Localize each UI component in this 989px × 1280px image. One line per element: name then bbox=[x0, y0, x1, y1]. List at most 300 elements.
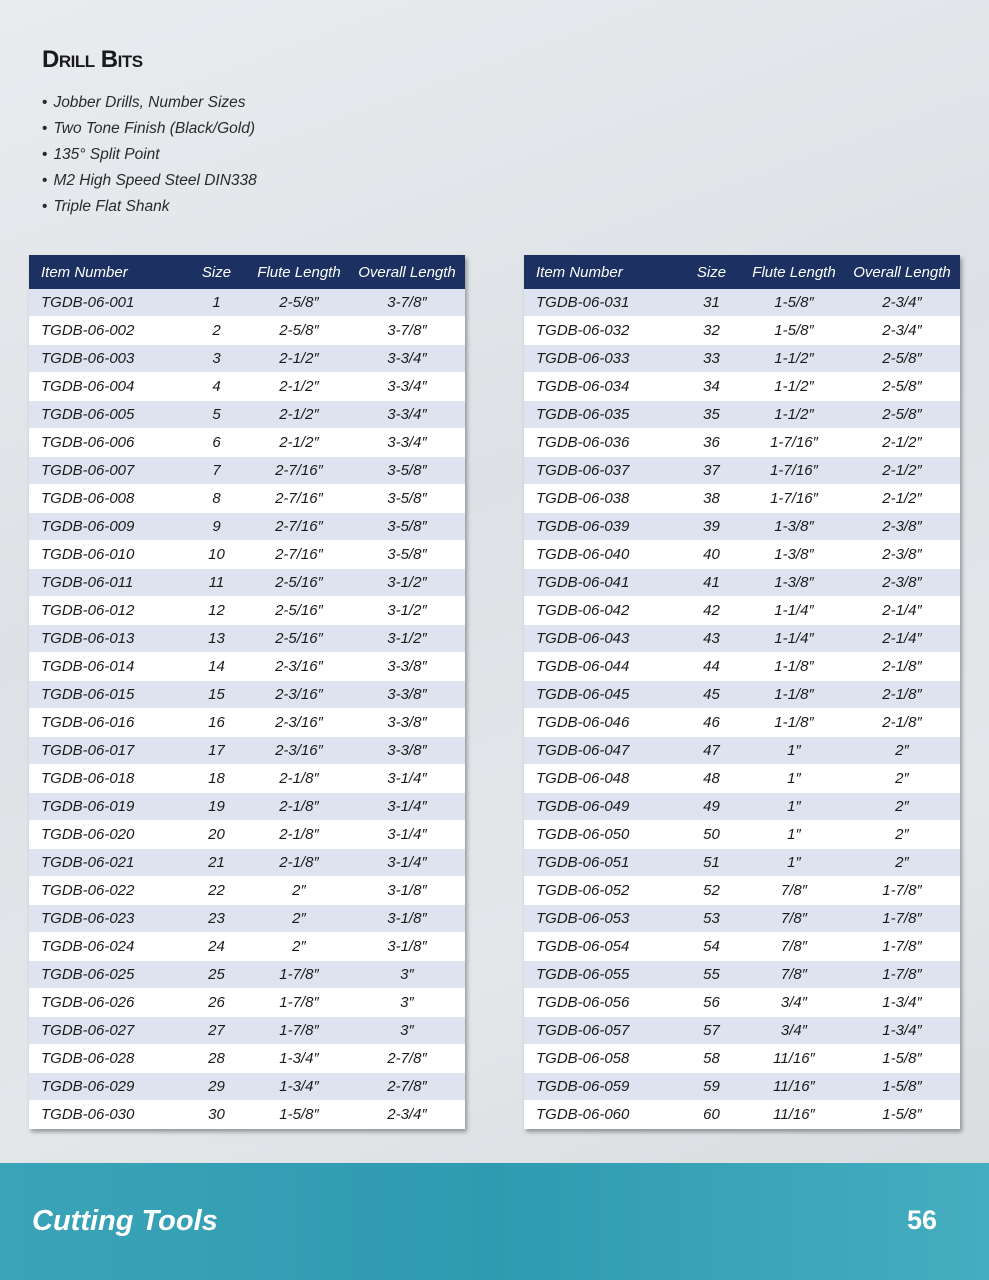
size-cell: 14 bbox=[184, 653, 249, 681]
flute-length-cell: 1″ bbox=[744, 849, 844, 877]
size-cell: 33 bbox=[679, 345, 744, 373]
size-cell: 44 bbox=[679, 653, 744, 681]
flute-length-cell: 1-3/4″ bbox=[249, 1045, 349, 1073]
item-number-cell: TGDB-06-058 bbox=[524, 1045, 679, 1073]
overall-length-cell: 3″ bbox=[349, 1017, 465, 1045]
overall-length-cell: 3-3/4″ bbox=[349, 345, 465, 373]
item-number-cell: TGDB-06-042 bbox=[524, 597, 679, 625]
item-number-cell: TGDB-06-028 bbox=[29, 1045, 184, 1073]
size-cell: 36 bbox=[679, 429, 744, 457]
table-row bbox=[29, 541, 465, 569]
flute-length-cell: 2″ bbox=[249, 933, 349, 961]
table-row bbox=[524, 765, 960, 793]
flute-length-cell: 2-7/16″ bbox=[249, 541, 349, 569]
overall-length-cell: 1-7/8″ bbox=[844, 933, 960, 961]
flute-length-cell: 1-1/2″ bbox=[744, 401, 844, 429]
flute-length-cell: 2-7/16″ bbox=[249, 457, 349, 485]
item-number-cell: TGDB-06-051 bbox=[524, 849, 679, 877]
overall-length-cell: 3-3/8″ bbox=[349, 709, 465, 737]
flute-length-cell: 7/8″ bbox=[744, 905, 844, 933]
table-row bbox=[29, 625, 465, 653]
overall-length-cell: 1-7/8″ bbox=[844, 961, 960, 989]
item-number-cell: TGDB-06-006 bbox=[29, 429, 184, 457]
flute-length-cell: 1-5/8″ bbox=[744, 317, 844, 345]
size-cell: 51 bbox=[679, 849, 744, 877]
table-row bbox=[524, 905, 960, 933]
item-number-cell: TGDB-06-025 bbox=[29, 961, 184, 989]
item-number-cell: TGDB-06-005 bbox=[29, 401, 184, 429]
overall-length-cell: 3-1/4″ bbox=[349, 765, 465, 793]
size-cell: 26 bbox=[184, 989, 249, 1017]
table-row bbox=[524, 653, 960, 681]
size-cell: 55 bbox=[679, 961, 744, 989]
size-cell: 54 bbox=[679, 933, 744, 961]
table-header-row bbox=[29, 255, 465, 289]
item-number-cell: TGDB-06-014 bbox=[29, 653, 184, 681]
size-cell: 47 bbox=[679, 737, 744, 765]
size-cell: 43 bbox=[679, 625, 744, 653]
flute-length-cell: 1-3/8″ bbox=[744, 541, 844, 569]
item-number-cell: TGDB-06-002 bbox=[29, 317, 184, 345]
item-number-cell: TGDB-06-047 bbox=[524, 737, 679, 765]
flute-length-cell: 2-1/8″ bbox=[249, 849, 349, 877]
overall-length-cell: 3-3/8″ bbox=[349, 653, 465, 681]
size-cell: 25 bbox=[184, 961, 249, 989]
table-row bbox=[29, 1073, 465, 1101]
overall-length-cell: 2″ bbox=[844, 737, 960, 765]
overall-length-cell: 2-3/4″ bbox=[349, 1101, 465, 1129]
size-cell: 58 bbox=[679, 1045, 744, 1073]
table-row bbox=[524, 541, 960, 569]
table-row bbox=[524, 345, 960, 373]
table-row bbox=[29, 513, 465, 541]
size-cell: 21 bbox=[184, 849, 249, 877]
item-number-cell: TGDB-06-031 bbox=[524, 289, 679, 317]
item-number-cell: TGDB-06-059 bbox=[524, 1073, 679, 1101]
item-number-cell: TGDB-06-020 bbox=[29, 821, 184, 849]
size-cell: 19 bbox=[184, 793, 249, 821]
item-number-cell: TGDB-06-008 bbox=[29, 485, 184, 513]
item-number-cell: TGDB-06-035 bbox=[524, 401, 679, 429]
drill-bit-table-right bbox=[524, 255, 960, 1129]
item-number-cell: TGDB-06-054 bbox=[524, 933, 679, 961]
size-cell: 45 bbox=[679, 681, 744, 709]
overall-length-cell: 1-3/4″ bbox=[844, 1017, 960, 1045]
size-cell: 27 bbox=[184, 1017, 249, 1045]
overall-length-cell: 3″ bbox=[349, 961, 465, 989]
overall-length-cell: 3″ bbox=[349, 989, 465, 1017]
column-header-item-number: Item Number bbox=[524, 255, 679, 289]
flute-length-cell: 1-3/8″ bbox=[744, 569, 844, 597]
table-row bbox=[524, 681, 960, 709]
table-row bbox=[524, 1045, 960, 1073]
overall-length-cell: 2″ bbox=[844, 765, 960, 793]
item-number-cell: TGDB-06-026 bbox=[29, 989, 184, 1017]
item-number-cell: TGDB-06-052 bbox=[524, 877, 679, 905]
table-row bbox=[29, 1045, 465, 1073]
feature-item: • Two Tone Finish (Black/Gold) bbox=[42, 118, 257, 144]
column-header-flute-length: Flute Length bbox=[249, 255, 349, 289]
item-number-cell: TGDB-06-032 bbox=[524, 317, 679, 345]
size-cell: 4 bbox=[184, 373, 249, 401]
table-row bbox=[29, 765, 465, 793]
overall-length-cell: 3-1/4″ bbox=[349, 821, 465, 849]
section-title: Cutting Tools bbox=[32, 1205, 218, 1237]
flute-length-cell: 2-5/8″ bbox=[249, 317, 349, 345]
overall-length-cell: 3-5/8″ bbox=[349, 457, 465, 485]
flute-length-cell: 1-7/8″ bbox=[249, 989, 349, 1017]
column-header-size: Size bbox=[679, 255, 744, 289]
table-row bbox=[29, 401, 465, 429]
table-row bbox=[29, 905, 465, 933]
item-number-cell: TGDB-06-037 bbox=[524, 457, 679, 485]
flute-length-cell: 2-1/8″ bbox=[249, 821, 349, 849]
overall-length-cell: 3-3/4″ bbox=[349, 373, 465, 401]
flute-length-cell: 1-7/16″ bbox=[744, 429, 844, 457]
flute-length-cell: 2-1/2″ bbox=[249, 345, 349, 373]
table-row bbox=[29, 877, 465, 905]
size-cell: 22 bbox=[184, 877, 249, 905]
item-number-cell: TGDB-06-019 bbox=[29, 793, 184, 821]
table-row bbox=[524, 485, 960, 513]
size-cell: 8 bbox=[184, 485, 249, 513]
flute-length-cell: 1-1/4″ bbox=[744, 625, 844, 653]
size-cell: 20 bbox=[184, 821, 249, 849]
overall-length-cell: 3-1/8″ bbox=[349, 905, 465, 933]
item-number-cell: TGDB-06-027 bbox=[29, 1017, 184, 1045]
item-number-cell: TGDB-06-012 bbox=[29, 597, 184, 625]
table-row bbox=[524, 821, 960, 849]
overall-length-cell: 1-7/8″ bbox=[844, 905, 960, 933]
size-cell: 5 bbox=[184, 401, 249, 429]
flute-length-cell: 1-1/8″ bbox=[744, 681, 844, 709]
table-row bbox=[524, 513, 960, 541]
flute-length-cell: 2-1/8″ bbox=[249, 765, 349, 793]
flute-length-cell: 1-3/8″ bbox=[744, 513, 844, 541]
overall-length-cell: 3-1/2″ bbox=[349, 625, 465, 653]
table-row bbox=[29, 709, 465, 737]
item-number-cell: TGDB-06-041 bbox=[524, 569, 679, 597]
size-cell: 35 bbox=[679, 401, 744, 429]
overall-length-cell: 2″ bbox=[844, 821, 960, 849]
flute-length-cell: 11/16″ bbox=[744, 1101, 844, 1129]
flute-length-cell: 7/8″ bbox=[744, 961, 844, 989]
overall-length-cell: 2-3/8″ bbox=[844, 569, 960, 597]
flute-length-cell: 1-5/8″ bbox=[249, 1101, 349, 1129]
overall-length-cell: 3-3/4″ bbox=[349, 429, 465, 457]
item-number-cell: TGDB-06-007 bbox=[29, 457, 184, 485]
size-cell: 24 bbox=[184, 933, 249, 961]
overall-length-cell: 2″ bbox=[844, 793, 960, 821]
flute-length-cell: 2-1/2″ bbox=[249, 401, 349, 429]
footer-banner bbox=[0, 1163, 989, 1280]
item-number-cell: TGDB-06-022 bbox=[29, 877, 184, 905]
item-number-cell: TGDB-06-044 bbox=[524, 653, 679, 681]
table-row bbox=[524, 989, 960, 1017]
table-row bbox=[29, 849, 465, 877]
flute-length-cell: 2-5/16″ bbox=[249, 569, 349, 597]
size-cell: 30 bbox=[184, 1101, 249, 1129]
overall-length-cell: 1-7/8″ bbox=[844, 877, 960, 905]
flute-length-cell: 2-7/16″ bbox=[249, 485, 349, 513]
item-number-cell: TGDB-06-011 bbox=[29, 569, 184, 597]
table-row bbox=[524, 401, 960, 429]
flute-length-cell: 2″ bbox=[249, 877, 349, 905]
overall-length-cell: 2-3/8″ bbox=[844, 513, 960, 541]
feature-item: • Triple Flat Shank bbox=[42, 196, 257, 222]
feature-item: • M2 High Speed Steel DIN338 bbox=[42, 170, 257, 196]
table-row bbox=[524, 1101, 960, 1129]
size-cell: 56 bbox=[679, 989, 744, 1017]
item-number-cell: TGDB-06-030 bbox=[29, 1101, 184, 1129]
size-cell: 57 bbox=[679, 1017, 744, 1045]
size-cell: 50 bbox=[679, 821, 744, 849]
size-cell: 59 bbox=[679, 1073, 744, 1101]
item-number-cell: TGDB-06-034 bbox=[524, 373, 679, 401]
table-row bbox=[29, 961, 465, 989]
size-cell: 6 bbox=[184, 429, 249, 457]
table-row bbox=[29, 653, 465, 681]
size-cell: 18 bbox=[184, 765, 249, 793]
overall-length-cell: 3-3/8″ bbox=[349, 737, 465, 765]
table-row bbox=[29, 345, 465, 373]
flute-length-cell: 2-3/16″ bbox=[249, 653, 349, 681]
table-row bbox=[29, 457, 465, 485]
overall-length-cell: 3-3/4″ bbox=[349, 401, 465, 429]
item-number-cell: TGDB-06-057 bbox=[524, 1017, 679, 1045]
overall-length-cell: 2-1/8″ bbox=[844, 653, 960, 681]
flute-length-cell: 1″ bbox=[744, 821, 844, 849]
size-cell: 16 bbox=[184, 709, 249, 737]
size-cell: 49 bbox=[679, 793, 744, 821]
size-cell: 34 bbox=[679, 373, 744, 401]
item-number-cell: TGDB-06-021 bbox=[29, 849, 184, 877]
flute-length-cell: 1-1/8″ bbox=[744, 709, 844, 737]
column-header-overall-length: Overall Length bbox=[349, 255, 465, 289]
feature-item: • 135° Split Point bbox=[42, 144, 257, 170]
item-number-cell: TGDB-06-056 bbox=[524, 989, 679, 1017]
overall-length-cell: 2-1/2″ bbox=[844, 485, 960, 513]
overall-length-cell: 3-1/8″ bbox=[349, 877, 465, 905]
table-row bbox=[29, 429, 465, 457]
flute-length-cell: 2-1/8″ bbox=[249, 793, 349, 821]
overall-length-cell: 2-3/4″ bbox=[844, 289, 960, 317]
overall-length-cell: 3-1/4″ bbox=[349, 793, 465, 821]
size-cell: 11 bbox=[184, 569, 249, 597]
table-row bbox=[524, 289, 960, 317]
overall-length-cell: 2-5/8″ bbox=[844, 401, 960, 429]
flute-length-cell: 2-1/2″ bbox=[249, 373, 349, 401]
flute-length-cell: 2-1/2″ bbox=[249, 429, 349, 457]
table-row bbox=[524, 793, 960, 821]
size-cell: 60 bbox=[679, 1101, 744, 1129]
flute-length-cell: 1-7/8″ bbox=[249, 1017, 349, 1045]
flute-length-cell: 2-3/16″ bbox=[249, 681, 349, 709]
table-header-row bbox=[524, 255, 960, 289]
size-cell: 46 bbox=[679, 709, 744, 737]
table-row bbox=[29, 569, 465, 597]
size-cell: 1 bbox=[184, 289, 249, 317]
table-row bbox=[524, 625, 960, 653]
table-row bbox=[524, 1017, 960, 1045]
table-row bbox=[29, 793, 465, 821]
table-row bbox=[524, 569, 960, 597]
size-cell: 41 bbox=[679, 569, 744, 597]
flute-length-cell: 2-3/16″ bbox=[249, 709, 349, 737]
overall-length-cell: 2-1/8″ bbox=[844, 709, 960, 737]
flute-length-cell: 11/16″ bbox=[744, 1045, 844, 1073]
overall-length-cell: 2-1/4″ bbox=[844, 597, 960, 625]
item-number-cell: TGDB-06-017 bbox=[29, 737, 184, 765]
size-cell: 13 bbox=[184, 625, 249, 653]
table-row bbox=[29, 737, 465, 765]
flute-length-cell: 1-7/8″ bbox=[249, 961, 349, 989]
item-number-cell: TGDB-06-018 bbox=[29, 765, 184, 793]
flute-length-cell: 2-5/8″ bbox=[249, 289, 349, 317]
flute-length-cell: 1-1/4″ bbox=[744, 597, 844, 625]
flute-length-cell: 2-7/16″ bbox=[249, 513, 349, 541]
flute-length-cell: 1-7/16″ bbox=[744, 457, 844, 485]
item-number-cell: TGDB-06-046 bbox=[524, 709, 679, 737]
overall-length-cell: 2-5/8″ bbox=[844, 345, 960, 373]
column-header-size: Size bbox=[184, 255, 249, 289]
size-cell: 42 bbox=[679, 597, 744, 625]
table-row bbox=[524, 457, 960, 485]
table-row bbox=[524, 737, 960, 765]
overall-length-cell: 2″ bbox=[844, 849, 960, 877]
overall-length-cell: 2-1/4″ bbox=[844, 625, 960, 653]
item-number-cell: TGDB-06-001 bbox=[29, 289, 184, 317]
item-number-cell: TGDB-06-023 bbox=[29, 905, 184, 933]
flute-length-cell: 2-5/16″ bbox=[249, 597, 349, 625]
item-number-cell: TGDB-06-029 bbox=[29, 1073, 184, 1101]
table-row bbox=[29, 681, 465, 709]
overall-length-cell: 3-3/8″ bbox=[349, 681, 465, 709]
flute-length-cell: 1-7/16″ bbox=[744, 485, 844, 513]
table-row bbox=[524, 849, 960, 877]
item-number-cell: TGDB-06-053 bbox=[524, 905, 679, 933]
flute-length-cell: 7/8″ bbox=[744, 933, 844, 961]
item-number-cell: TGDB-06-016 bbox=[29, 709, 184, 737]
overall-length-cell: 1-3/4″ bbox=[844, 989, 960, 1017]
item-number-cell: TGDB-06-050 bbox=[524, 821, 679, 849]
item-number-cell: TGDB-06-003 bbox=[29, 345, 184, 373]
overall-length-cell: 3-7/8″ bbox=[349, 317, 465, 345]
table-row bbox=[29, 1101, 465, 1129]
item-number-cell: TGDB-06-049 bbox=[524, 793, 679, 821]
table-row bbox=[29, 989, 465, 1017]
size-cell: 23 bbox=[184, 905, 249, 933]
table-row bbox=[524, 317, 960, 345]
item-number-cell: TGDB-06-045 bbox=[524, 681, 679, 709]
item-number-cell: TGDB-06-043 bbox=[524, 625, 679, 653]
table-row bbox=[29, 485, 465, 513]
page-number: 56 bbox=[906, 1205, 937, 1235]
size-cell: 37 bbox=[679, 457, 744, 485]
overall-length-cell: 3-7/8″ bbox=[349, 289, 465, 317]
item-number-cell: TGDB-06-055 bbox=[524, 961, 679, 989]
size-cell: 38 bbox=[679, 485, 744, 513]
flute-length-cell: 1-1/2″ bbox=[744, 345, 844, 373]
flute-length-cell: 1-5/8″ bbox=[744, 289, 844, 317]
overall-length-cell: 2-1/2″ bbox=[844, 457, 960, 485]
table-row bbox=[29, 597, 465, 625]
overall-length-cell: 1-5/8″ bbox=[844, 1101, 960, 1129]
page-title: Drill Bits bbox=[42, 46, 143, 73]
overall-length-cell: 2-3/4″ bbox=[844, 317, 960, 345]
size-cell: 39 bbox=[679, 513, 744, 541]
item-number-cell: TGDB-06-024 bbox=[29, 933, 184, 961]
size-cell: 2 bbox=[184, 317, 249, 345]
flute-length-cell: 2-5/16″ bbox=[249, 625, 349, 653]
feature-item: • Jobber Drills, Number Sizes bbox=[42, 92, 257, 118]
overall-length-cell: 2-1/8″ bbox=[844, 681, 960, 709]
table-row bbox=[524, 877, 960, 905]
size-cell: 3 bbox=[184, 345, 249, 373]
table-row bbox=[524, 597, 960, 625]
item-number-cell: TGDB-06-040 bbox=[524, 541, 679, 569]
flute-length-cell: 7/8″ bbox=[744, 877, 844, 905]
column-header-flute-length: Flute Length bbox=[744, 255, 844, 289]
overall-length-cell: 3-1/8″ bbox=[349, 933, 465, 961]
size-cell: 7 bbox=[184, 457, 249, 485]
table-row bbox=[29, 821, 465, 849]
size-cell: 32 bbox=[679, 317, 744, 345]
item-number-cell: TGDB-06-048 bbox=[524, 765, 679, 793]
item-number-cell: TGDB-06-009 bbox=[29, 513, 184, 541]
flute-length-cell: 1″ bbox=[744, 793, 844, 821]
size-cell: 52 bbox=[679, 877, 744, 905]
item-number-cell: TGDB-06-013 bbox=[29, 625, 184, 653]
item-number-cell: TGDB-06-004 bbox=[29, 373, 184, 401]
size-cell: 10 bbox=[184, 541, 249, 569]
flute-length-cell: 2-3/16″ bbox=[249, 737, 349, 765]
column-header-item-number: Item Number bbox=[29, 255, 184, 289]
item-number-cell: TGDB-06-015 bbox=[29, 681, 184, 709]
feature-list bbox=[42, 92, 257, 222]
overall-length-cell: 3-5/8″ bbox=[349, 541, 465, 569]
overall-length-cell: 2-3/8″ bbox=[844, 541, 960, 569]
flute-length-cell: 1-3/4″ bbox=[249, 1073, 349, 1101]
flute-length-cell: 1″ bbox=[744, 765, 844, 793]
size-cell: 15 bbox=[184, 681, 249, 709]
size-cell: 12 bbox=[184, 597, 249, 625]
overall-length-cell: 2-7/8″ bbox=[349, 1045, 465, 1073]
drill-bit-table-left bbox=[29, 255, 465, 1129]
table-row bbox=[524, 429, 960, 457]
item-number-cell: TGDB-06-036 bbox=[524, 429, 679, 457]
table-row bbox=[29, 373, 465, 401]
flute-length-cell: 1-1/2″ bbox=[744, 373, 844, 401]
table-row bbox=[29, 317, 465, 345]
size-cell: 48 bbox=[679, 765, 744, 793]
overall-length-cell: 1-5/8″ bbox=[844, 1045, 960, 1073]
table-row bbox=[524, 373, 960, 401]
overall-length-cell: 3-5/8″ bbox=[349, 485, 465, 513]
size-cell: 53 bbox=[679, 905, 744, 933]
size-cell: 9 bbox=[184, 513, 249, 541]
item-number-cell: TGDB-06-038 bbox=[524, 485, 679, 513]
overall-length-cell: 2-1/2″ bbox=[844, 429, 960, 457]
flute-length-cell: 11/16″ bbox=[744, 1073, 844, 1101]
item-number-cell: TGDB-06-010 bbox=[29, 541, 184, 569]
size-cell: 28 bbox=[184, 1045, 249, 1073]
size-cell: 29 bbox=[184, 1073, 249, 1101]
item-number-cell: TGDB-06-060 bbox=[524, 1101, 679, 1129]
flute-length-cell: 1″ bbox=[744, 737, 844, 765]
table-row bbox=[29, 1017, 465, 1045]
column-header-overall-length: Overall Length bbox=[844, 255, 960, 289]
